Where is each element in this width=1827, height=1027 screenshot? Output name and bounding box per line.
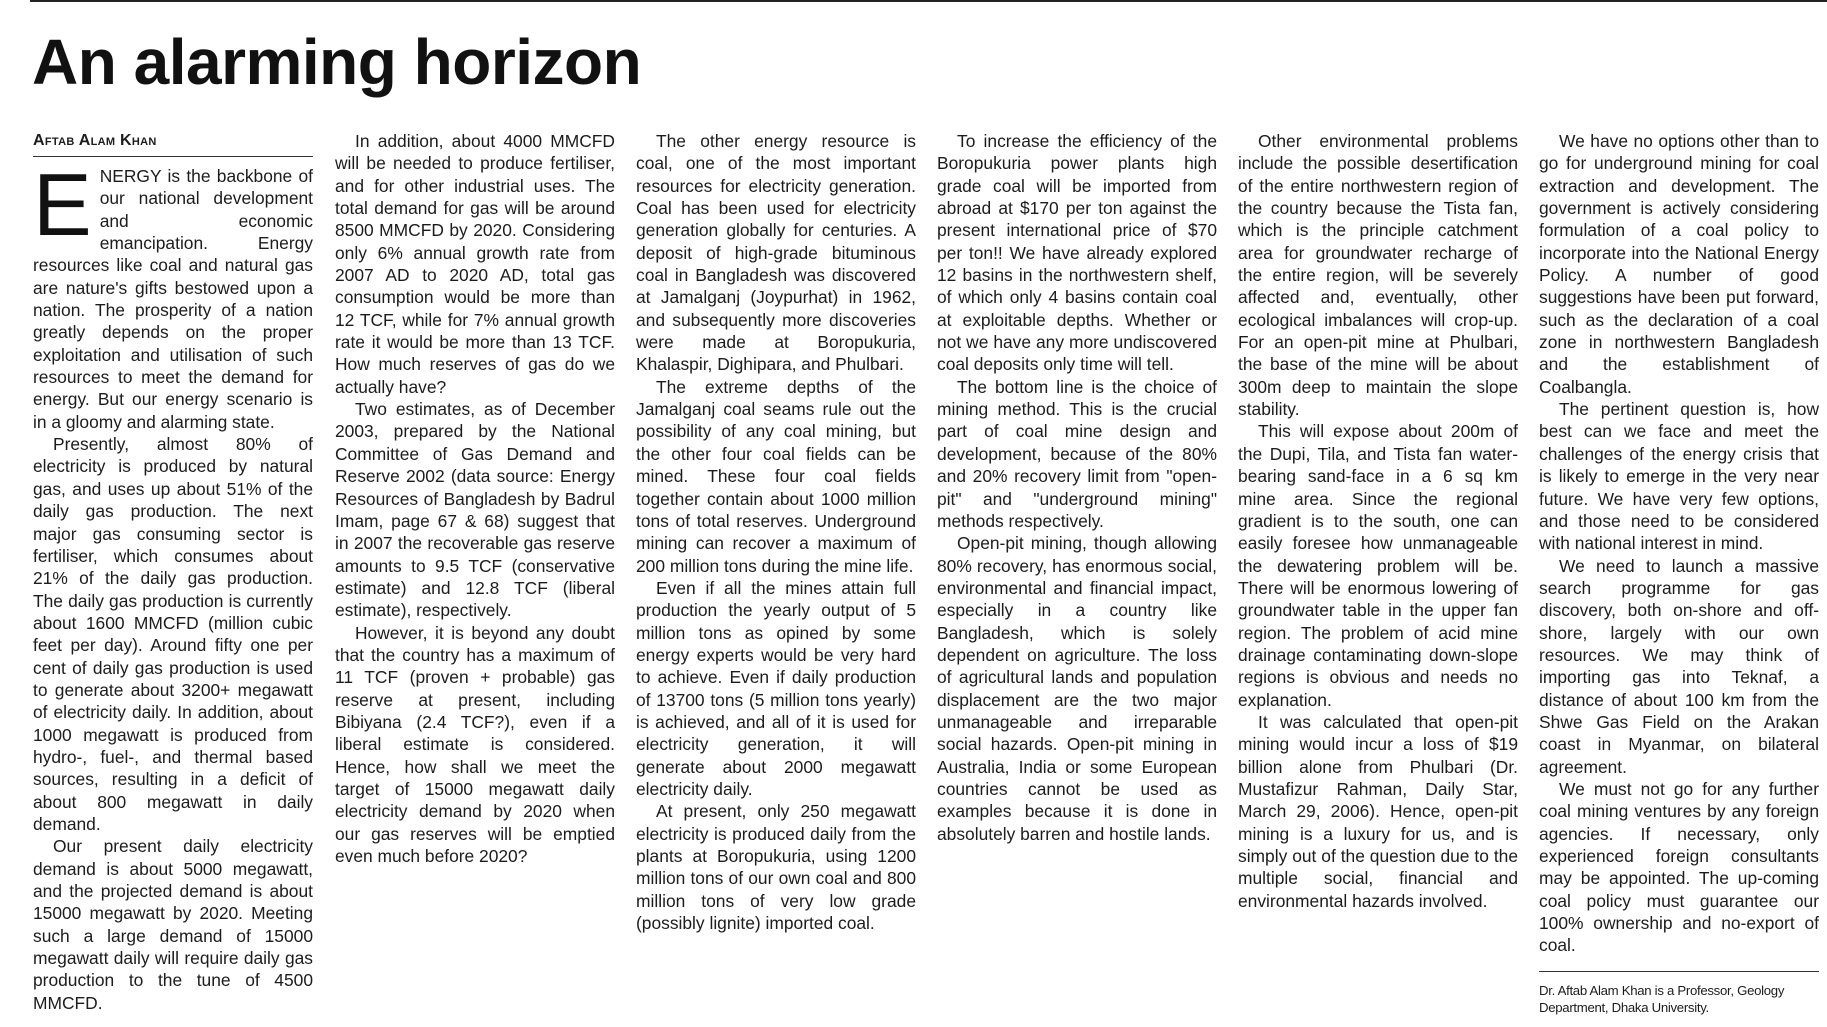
- paragraph-8: The extreme depths of the Jamalganj coal seams rule out the possibility of any coal mining, but the other four coal fields can be mined. These four coal fields together contain about 1000 million tons of total reserves. Underground mining can recover a maximum of 200 million tons during the mine life.: [636, 376, 916, 576]
- article-column-2: [335, 130, 615, 1020]
- paragraph-17: We have no options other than to go for underground mining for coal extraction and development. The government is actively considering formulation of a coal policy to incorporate into the National Energy Policy. A number of good suggestions have been put forward, such as the declaration of a coal zone in northwestern Bangladesh and the establishment of Coalbangla.: [1539, 131, 1819, 397]
- paragraph-5: Two estimates, as of December 2003, prepared by the National Committee of Gas Demand and Reserve 2002 (data source: Energy Resources of Bangladesh by Badrul Imam, page 67 & 68) suggest that in 2007 the recoverable gas reserve amounts to 9.5 TCF (conservative estimate) and 12.8 TCF (liberal estimate), respectively.: [335, 399, 615, 621]
- article-column-3: [636, 130, 916, 1020]
- top-rule: [30, 0, 1827, 2]
- paragraph-15: This will expose about 200m of the Dupi, Tila, and Tista fan water-bearing sand-face in a 6 sq km mine area. Since the regional gradient is to the south, one can easily foresee how unmanageable the dewatering problem will be. There will be enormous lowering of groundwater table in the upper fan region. The problem of acid mine drainage contaminating down-slope regions is obvious and needs no explanation.: [1238, 421, 1518, 710]
- paragraph-20: We must not go for any further coal mining ventures by any foreign agencies. If necessary, only experienced foreign consultants may be appointed. The up-coming coal policy must guarantee our 100% ownership and no-export of coal.: [1539, 778, 1819, 956]
- article-column-6: [1539, 130, 1819, 1020]
- paragraph-14: Other environmental problems include the possible desertification of the entire northwestern region of the country because the Tista fan, which is the principle catchment area for groundwater recharge of the entire region, will be severely affected and, eventually, other ecological imbalances will crop-up. For an open-pit mine at Phulbari, the base of the mine will be about 300m deep to maintain the slope stability.: [1238, 131, 1518, 420]
- paragraph-4: In addition, about 4000 MMCFD will be needed to produce fertiliser, and for other industrial uses. The total demand for gas will be around 8500 MMCFD by 2020. Considering only 6% annual growth rate from 2007 AD to 2020 AD, total gas consumption would be more than 12 TCF, while for 7% annual growth rate it would be more than 13 TCF. How much reserves of gas do we actually have?: [335, 131, 615, 397]
- lead-paragraph: [33, 155, 313, 433]
- byline: Aftab Alam Khan: [33, 130, 313, 157]
- headline: An alarming horizon: [32, 26, 642, 98]
- paragraph-11: To increase the efficiency of the Boropukuria power plants high grade coal will be imported from abroad at $170 per ton against the present international price of $70 per ton!! We have already explored 12 basins in the northwestern shelf, of which only 4 basins contain coal at exploitable depths. Whether or not we have any more undiscovered coal deposits only time will tell.: [937, 131, 1217, 375]
- paragraph-9: Even if all the mines attain full production the yearly output of 5 million tons as opined by some energy experts would be very hard to achieve. Even if daily production of 13700 tons (5 million tons yearly) is achieved, and all of it is used for electricity generation, it will generate about 2000 megawatt electricity daily.: [636, 577, 916, 799]
- paragraph-13: Open-pit mining, though allowing 80% recovery, has enormous social, environmental and financial impact, especially in a country like Bangladesh, which is solely dependent on agriculture. The loss of agricultural lands and population displacement are the two major unmanageable and irreparable social hazards. Open-pit mining in Australia, India or some European countries cannot be used as examples because it is done in absolutely barren and hostile lands.: [937, 533, 1217, 844]
- drop-cap: E: [33, 155, 92, 254]
- paragraph-18: The pertinent question is, how best can we face and meet the challenges of the energy crisis that is likely to emerge in the very near future. We have very few options, and those need to be considered with national interest in mind.: [1539, 399, 1819, 554]
- article-column-4: [937, 130, 1217, 1020]
- paragraph-6: However, it is beyond any doubt that the country has a maximum of 11 TCF (proven + probable) gas reserve at present, including Bibiyana (2.4 TCF?), even if a liberal estimate is considered. Hence, how shall we meet the target of 15000 megawatt daily electricity demand by 2020 when our gas reserves will be emptied even much before 2020?: [335, 622, 615, 866]
- paragraph-16: It was calculated that open-pit mining would incur a loss of $19 billion alone from Phulbari (Dr. Mustafizur Rahman, Daily Star, March 29, 2006). Hence, open-pit mining is a luxury for us, and is simply out of the question due to the multiple social, financial and environmental hazards involved.: [1238, 711, 1518, 911]
- paragraph-2: Presently, almost 80% of electricity is produced by natural gas, and uses up about 51% of the daily gas production. The next major gas consuming sector is fertiliser, which consumes about 21% of the daily gas production. The daily gas production is currently about 1600 MMCFD (million cubic feet per day). Around fifty one per cent of daily gas production is used to generate about 3200+ megawatt of electricity daily. In addition, about 1000 megawatt is produced from hydro-, fuel-, and thermal based sources, resulting in a deficit of about 800 megawatt in daily demand.: [33, 434, 313, 834]
- paragraph-10: At present, only 250 megawatt electricity is produced daily from the plants at Boropukuria, using 1200 million tons of our own coal and 800 million tons of very low grade (possibly lignite) imported coal.: [636, 801, 916, 934]
- paragraph-12: The bottom line is the choice of mining method. This is the crucial part of coal mine design and development, because of the 80% and 20% recovery limit from "open-pit" and "underground mining" methods respectively.: [937, 376, 1217, 531]
- paragraph-19: We need to launch a massive search programme for gas discovery, both on-shore and off-shore, largely with our own resources. We may think of importing gas into Teknaf, a distance of about 100 km from the Shwe Gas Field on the Arakan coast in Myanmar, on bilateral agreement.: [1539, 555, 1819, 777]
- lead-text: NERGY is the backbone of our national development and economic emancipation. Energy resources like coal and natural gas are nature's gifts bestowed upon a nation. The prosperity of a nation greatly depends on the proper exploitation and utilisation of such resources to meet the demand for energy. But our energy scenario is in a gloomy and alarming state.: [33, 166, 313, 432]
- paragraph-7: The other energy resource is coal, one of the most important resources for electricity generation. Coal has been used for electricity generation globally for centuries. A deposit of high-grade bituminous coal in Bangladesh was discovered at Jamalganj (Joypurhat) in 1962, and subsequently more discoveries were made at Boropukuria, Khalaspir, Dighipara, and Phulbari.: [636, 131, 916, 375]
- article-column-1: [33, 130, 313, 1020]
- article-column-5: [1238, 130, 1518, 1020]
- author-note: Dr. Aftab Alam Khan is a Professor, Geology Department, Dhaka University.: [1539, 971, 1819, 1016]
- paragraph-3: Our present daily electricity demand is about 5000 megawatt, and the projected demand is about 15000 megawatt by 2020. Meeting such a large demand of 15000 megawatt daily will require daily gas production to the tune of 4500 MMCFD.: [33, 836, 313, 1013]
